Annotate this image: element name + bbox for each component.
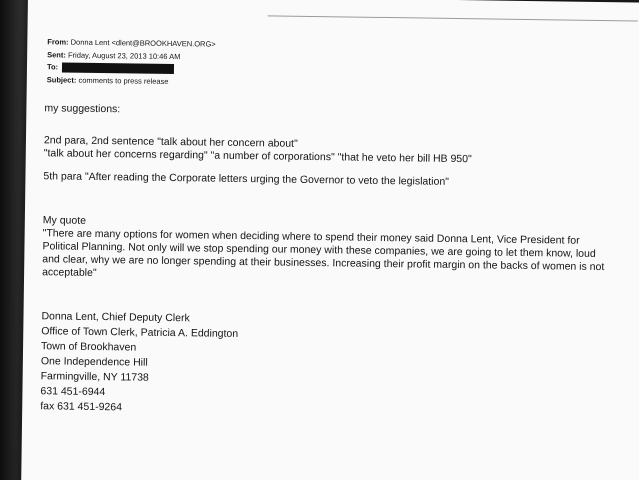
suggestion-line-1: 2nd para, 2nd sentence "talk about her concern about" [43,134,298,150]
intro-text: my suggestions: [44,102,121,116]
from-label: From: [47,37,69,47]
from-value: Donna Lent <dlent@BROOKHAVEN.ORG> [70,37,216,49]
signature-block [40,309,611,422]
signature-address-1: One Independence Hill [40,355,148,369]
signature-fax: fax 631 451-9264 [40,400,123,414]
signature-phone: 631 451-6944 [40,385,106,399]
email-header [47,36,216,88]
header-divider [268,15,638,21]
signature-office: Office of Town Clerk, Patricia A. Eddington [41,325,239,340]
suggestion-line-3: 5th para "After reading the Corporate letters urging the Governor to veto the legislation" [43,170,450,188]
signature-address-2: Farmingville, NY 11738 [40,370,149,384]
signature-town: Town of Brookhaven [40,340,137,354]
email-body [40,102,614,422]
sent-label: Sent: [47,49,66,60]
to-label: To: [46,62,59,72]
suggestion-line-2: "talk about her concerns regarding" "a number of corporations" "that he veto her bill HB 950" [43,147,472,166]
sent-value: Friday, August 23, 2013 10:46 AM [67,50,181,61]
subject-row [47,74,216,89]
subject-value: comments to press release [78,75,169,86]
document-page [21,0,639,480]
subject-label: Subject: [46,74,77,85]
redaction-bar [62,63,174,75]
quote-text: "There are many options for women when deciding where to spend their money said Donna Lent, Vice President for Political Planning. Not only will we stop spending our money with these companies, we are going to let them know, loud and clear, why we are no longer spending at their businesses. Increasing their profit margin on the backs of women is not acceptable" [42,227,605,279]
signature-name: Donna Lent, Chief Deputy Clerk [41,310,190,325]
quote-heading: My quote [42,214,87,227]
